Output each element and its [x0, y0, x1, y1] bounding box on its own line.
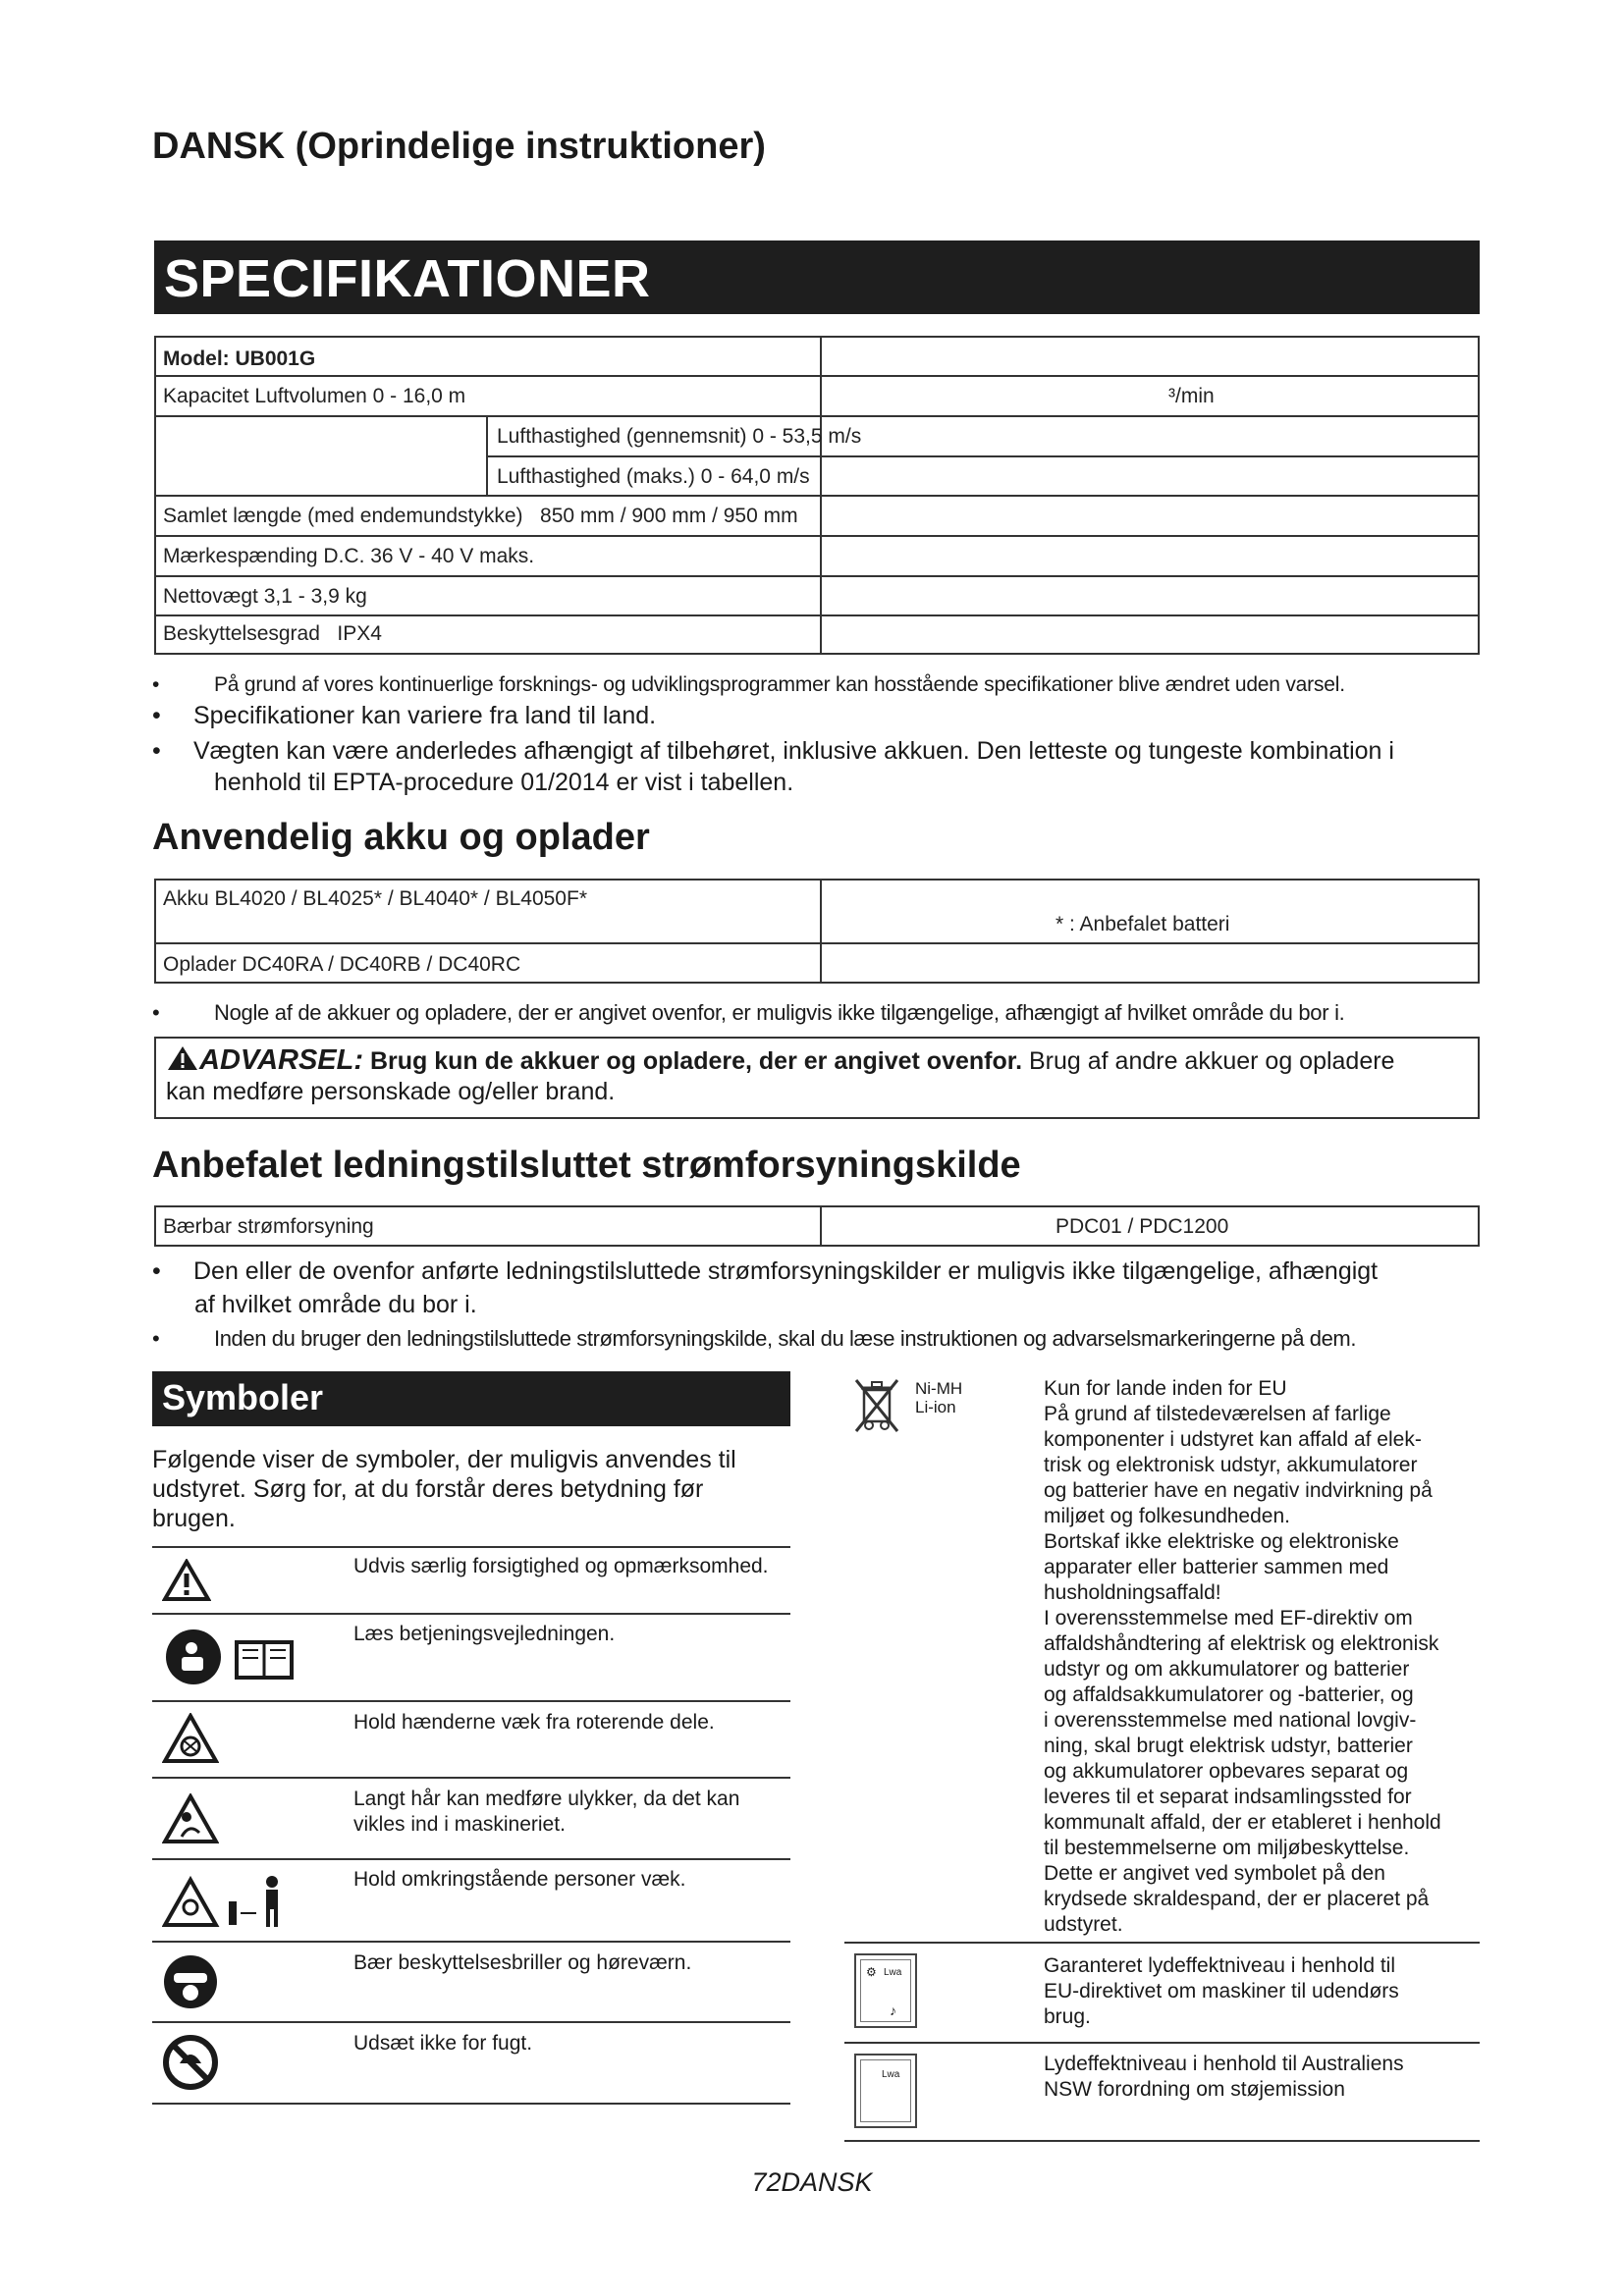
weee-text: Kun for lande inden for EU På grund af tilstedeværelsen af farlige komponenter i udstyret kan affald af elek- trisk og elektronisk udstyr, akkumulatorer og batterier have en negativ indvirkning på miljøet og folkesundheden. Bortskaf ikke elektriske og elektroniske apparater eller batterier sammen med husholdningsaffald! I overensstemmelse med EF-direktiv om affaldshåndtering af elektrisk og elektronisk udstyr og om akkumulatorer og batterier og affaldsakkumulatorer og -batterier, og i overensstemmelse med national lovgiv- ning, skal brugt elektrisk udstyr, batterier og akkumulatorer opbevares separat og leveres til et separat indsamlingssted for kommunalt affald, der er etableret i henhold til bestemmelserne om miljøbeskyttelse. Dette er angivet ved symbolet på den krydsede skraldespand, der er placeret på udstyret.: [1044, 1377, 1441, 1936]
symbol-icon-cell: [162, 1713, 219, 1769]
spec-air-speed-max: Lufthastighed (maks.) 0 - 64,0 m/s: [497, 465, 810, 488]
spec-note-continued: henhold til EPTA-procedure 01/2014 er vist i tabellen.: [214, 769, 794, 796]
lwa-eu-label: Lwa: [884, 1967, 902, 1978]
warning-text: Brug af andre akkuer og opladere: [1022, 1047, 1395, 1075]
lwa-au-icon: [854, 2054, 917, 2128]
goggles-ear-protection-icon: [162, 1953, 219, 2010]
symbol-text: Læs betjeningsvejledningen.: [353, 1623, 616, 1645]
battery-heading: Anvendelig akku og oplader: [152, 817, 650, 858]
spec-air-speed-avg: Lufthastighed (gennemsnit) 0 - 53,5 m/s: [497, 425, 862, 448]
battery-charger: Oplader DC40RA / DC40RB / DC40RC: [163, 953, 521, 976]
power-note-continued: af hvilket område du bor i.: [194, 1291, 477, 1318]
spec-rated-voltage: Mærkespænding D.C. 36 V - 40 V maks.: [163, 545, 535, 567]
lwa-eu-icon: ⚙ Lwa ♪: [854, 1953, 917, 2028]
symbols-intro: Følgende viser de symboler, der muligvis anvendes til udstyret. Sørg for, at du forstår deres betydning før brugen.: [152, 1446, 736, 1532]
specs-banner: [154, 240, 1480, 314]
battery-recommended: * : Anbefalet batteri: [1056, 913, 1230, 935]
spec-model: Model: UB001G: [163, 347, 316, 370]
power-value: PDC01 / PDC1200: [1056, 1215, 1229, 1238]
power-heading: Anbefalet ledningstilsluttet strømforsyningskilde: [152, 1145, 1021, 1186]
page-title: DANSK (Oprindelige instruktioner): [152, 126, 766, 167]
lwa-au-label: Lwa: [882, 2069, 900, 2080]
spec-protection-class: Beskyttelsesgrad IPX4: [163, 622, 382, 645]
bystanders-icon: [162, 1870, 299, 1931]
symbol-icon-cell: [162, 1953, 219, 2015]
warning-label: ADVARSEL:: [199, 1044, 364, 1076]
weee-liion-label: Li-ion: [915, 1398, 956, 1416]
symbol-icon-cell: [162, 1793, 219, 1849]
warning-box: [154, 1037, 1480, 1119]
spec-net-weight: Nettovægt 3,1 - 3,9 kg: [163, 585, 367, 608]
symbols-banner: [152, 1371, 790, 1426]
page-number: 72DANSK: [751, 2167, 873, 2197]
power-label: Bærbar strømforsyning: [163, 1215, 374, 1238]
symbol-icon-cell: [162, 2034, 219, 2096]
caution-triangle-icon: [162, 1559, 211, 1602]
symbol-icon-cell: [162, 1870, 299, 1936]
spec-capacity: Kapacitet Luftvolumen 0 - 16,0 m: [163, 385, 466, 407]
warning-triangle-icon: [166, 1044, 199, 1072]
spec-capacity-unit: ³/min: [1168, 385, 1215, 407]
weee-battery-types: [915, 1379, 962, 1416]
lwa-au-text: Lydeffektniveau i henhold til Australiens NSW forordning om støjemission: [1044, 2053, 1404, 2101]
spec-total-length: Samlet længde (med endemundstykke) 850 mm / 900 mm / 950 mm: [163, 505, 798, 527]
warning-bold-text: Brug kun de akkuer og opladere, der er angivet ovenfor.: [369, 1047, 1023, 1075]
symbol-text: Udsæt ikke for fugt.: [353, 2032, 533, 2055]
symbol-icon-cell: [162, 1559, 211, 1607]
no-rain-icon: [162, 2034, 219, 2091]
crossed-bin-icon: [852, 1376, 903, 1433]
long-hair-icon: [162, 1793, 219, 1844]
weee-nimh-label: Ni-MH: [915, 1379, 963, 1398]
read-manual-icon: [162, 1625, 309, 1685]
weee-icon-cell: [852, 1376, 903, 1438]
symbol-text: Langt hår kan medføre ulykker, da det kan vikles ind i maskineriet.: [353, 1788, 740, 1836]
symbol-text: Hold omkringstående personer væk.: [353, 1868, 686, 1891]
symbol-text: Udvis særlig forsigtighed og opmærksomhed.: [353, 1555, 769, 1577]
symbol-text: Bær beskyttelsesbriller og høreværn.: [353, 1951, 692, 1974]
rotating-parts-icon: [162, 1713, 219, 1764]
battery-akku: Akku BL4020 / BL4025* / BL4040* / BL4050F*: [163, 887, 587, 910]
lwa-eu-text: Garanteret lydeffektniveau i henhold til EU-direktivet om maskiner til udendørs brug.: [1044, 1954, 1399, 2028]
symbol-text: Hold hænderne væk fra roterende dele.: [353, 1711, 715, 1734]
specs-heading: SPECIFIKATIONER: [164, 249, 651, 308]
note-glyph: ♪: [890, 2002, 896, 2018]
symbols-heading: Symboler: [162, 1377, 324, 1417]
warning-text-2: kan medføre personskade og/eller brand.: [166, 1078, 616, 1105]
symbol-icon-cell: [162, 1625, 309, 1690]
